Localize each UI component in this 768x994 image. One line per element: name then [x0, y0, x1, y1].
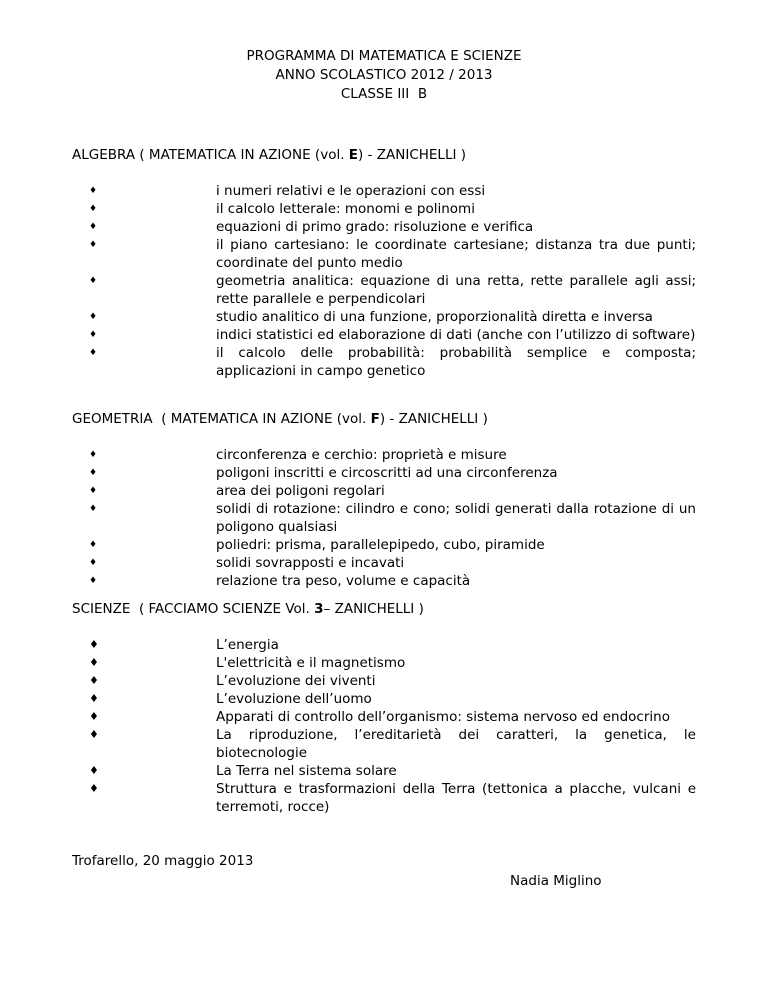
section-title-algebra: [72, 146, 696, 165]
document-header: [0, 47, 768, 104]
list-item: [72, 446, 696, 464]
diamond-bullet-icon: ♦: [89, 312, 98, 322]
list-item: [72, 572, 696, 590]
list-item-text: La Terra nel sistema solare: [216, 763, 397, 779]
list-item: [72, 690, 696, 708]
list-item: [72, 654, 696, 672]
volume-number: 3: [314, 601, 324, 617]
title-publisher: ) - ZANICHELLI ): [379, 411, 488, 427]
diamond-bullet-icon: ♦: [89, 450, 98, 460]
title-text: GEOMETRIA ( MATEMATICA IN AZIONE (vol.: [72, 411, 371, 427]
diamond-bullet-icon: ♦: [89, 576, 98, 586]
section-scienze: [72, 600, 696, 816]
diamond-bullet-icon: ♦: [89, 764, 99, 777]
list-item: [72, 326, 696, 344]
diamond-bullet-icon: ♦: [89, 540, 98, 550]
list-item-text: L’evoluzione dei viventi: [216, 673, 376, 689]
list-item-text: solidi sovrapposti e incavati: [216, 555, 405, 571]
section-title-geometria: [72, 410, 696, 429]
list-item: [72, 482, 696, 500]
list-item-text: equazioni di primo grado: risoluzione e verifica: [216, 219, 534, 235]
list-item-text: Struttura e trasformazioni della Terra (tettonica a placche, vulcani e terremoti, rocce): [216, 781, 696, 815]
diamond-bullet-icon: ♦: [89, 240, 98, 250]
section-geometria: [72, 410, 696, 590]
list-item: [72, 218, 696, 236]
diamond-bullet-icon: ♦: [89, 222, 98, 232]
title-publisher: ) - ZANICHELLI ): [358, 147, 467, 163]
diamond-bullet-icon: ♦: [89, 276, 98, 286]
volume-letter: E: [348, 147, 359, 163]
list-item-text: La riproduzione, l’ereditarietà dei caratteri, la genetica, le biotecnologie: [216, 727, 696, 761]
section-algebra: [72, 146, 696, 380]
place-and-date: Trofarello, 20 maggio 2013: [72, 853, 254, 869]
list-item: [72, 464, 696, 482]
title-text: SCIENZE ( FACCIAMO SCIENZE Vol.: [72, 601, 315, 617]
list-item: [72, 308, 696, 326]
title-publisher: – ZANICHELLI ): [323, 601, 424, 617]
diamond-bullet-icon: ♦: [89, 728, 99, 741]
list-item: [72, 708, 696, 726]
list-item-text: solidi di rotazione: cilindro e cono; solidi generati dalla rotazione di un poligono qualsiasi: [216, 501, 696, 535]
diamond-bullet-icon: ♦: [89, 638, 99, 651]
diamond-bullet-icon: ♦: [89, 558, 98, 568]
header-class: CLASSE III B: [340, 86, 428, 102]
header-school-year: ANNO SCOLASTICO 2012 / 2013: [275, 67, 493, 83]
diamond-bullet-icon: ♦: [89, 674, 99, 687]
diamond-bullet-icon: ♦: [89, 486, 98, 496]
list-item-text: geometria analitica: equazione di una retta, rette parallele agli assi; rette parallele e perpendicolari: [216, 273, 696, 307]
list-item-text: il calcolo letterale: monomi e polinomi: [216, 201, 475, 217]
list-item: [72, 344, 696, 380]
list-item-text: L'elettricità e il magnetismo: [216, 655, 406, 671]
list-item-text: relazione tra peso, volume e capacità: [216, 573, 471, 589]
item-list-scienze: [72, 636, 696, 816]
list-item-text: poligoni inscritti e circoscritti ad una circonferenza: [216, 465, 558, 481]
list-item-text: il calcolo delle probabilità: probabilità semplice e composta; applicazioni in campo genetico: [216, 345, 696, 379]
diamond-bullet-icon: ♦: [89, 348, 98, 358]
list-item-text: il piano cartesiano: le coordinate cartesiane; distanza tra due punti; coordinate del punto medio: [216, 237, 696, 271]
list-item-text: Apparati di controllo dell’organismo: sistema nervoso ed endocrino: [216, 709, 670, 725]
teacher-signature: Nadia Miglino: [510, 873, 602, 889]
diamond-bullet-icon: ♦: [89, 468, 98, 478]
list-item-text: circonferenza e cerchio: proprietà e misure: [216, 447, 507, 463]
list-item-text: i numeri relativi e le operazioni con essi: [216, 183, 486, 199]
list-item-text: studio analitico di una funzione, proporzionalità diretta e inversa: [216, 309, 653, 325]
diamond-bullet-icon: ♦: [89, 656, 99, 669]
item-list-geometria: [72, 446, 696, 590]
diamond-bullet-icon: ♦: [89, 186, 98, 196]
header-title: PROGRAMMA DI MATEMATICA E SCIENZE: [246, 48, 522, 64]
diamond-bullet-icon: ♦: [89, 330, 98, 340]
volume-letter: F: [370, 411, 380, 427]
diamond-bullet-icon: ♦: [89, 692, 99, 705]
list-item-text: L’energia: [216, 637, 279, 653]
list-item: [72, 672, 696, 690]
list-item: [72, 726, 696, 762]
list-item: [72, 182, 696, 200]
list-item: [72, 636, 696, 654]
list-item: [72, 272, 696, 308]
list-item: [72, 554, 696, 572]
diamond-bullet-icon: ♦: [89, 504, 98, 514]
list-item-text: L’evoluzione dell’uomo: [216, 691, 372, 707]
diamond-bullet-icon: ♦: [89, 710, 99, 723]
list-item: [72, 762, 696, 780]
diamond-bullet-icon: ♦: [89, 204, 98, 214]
list-item: [72, 536, 696, 554]
title-text: ALGEBRA ( MATEMATICA IN AZIONE (vol.: [72, 147, 349, 163]
list-item-text: area dei poligoni regolari: [216, 483, 385, 499]
list-item-text: indici statistici ed elaborazione di dati (anche con l’utilizzo di software): [216, 327, 696, 343]
list-item: [72, 200, 696, 218]
diamond-bullet-icon: ♦: [89, 782, 99, 795]
list-item: [72, 236, 696, 272]
item-list-algebra: [72, 182, 696, 380]
list-item: [72, 500, 696, 536]
list-item-text: poliedri: prisma, parallelepipedo, cubo, piramide: [216, 537, 545, 553]
section-title-scienze: [72, 600, 696, 619]
list-item: [72, 780, 696, 816]
